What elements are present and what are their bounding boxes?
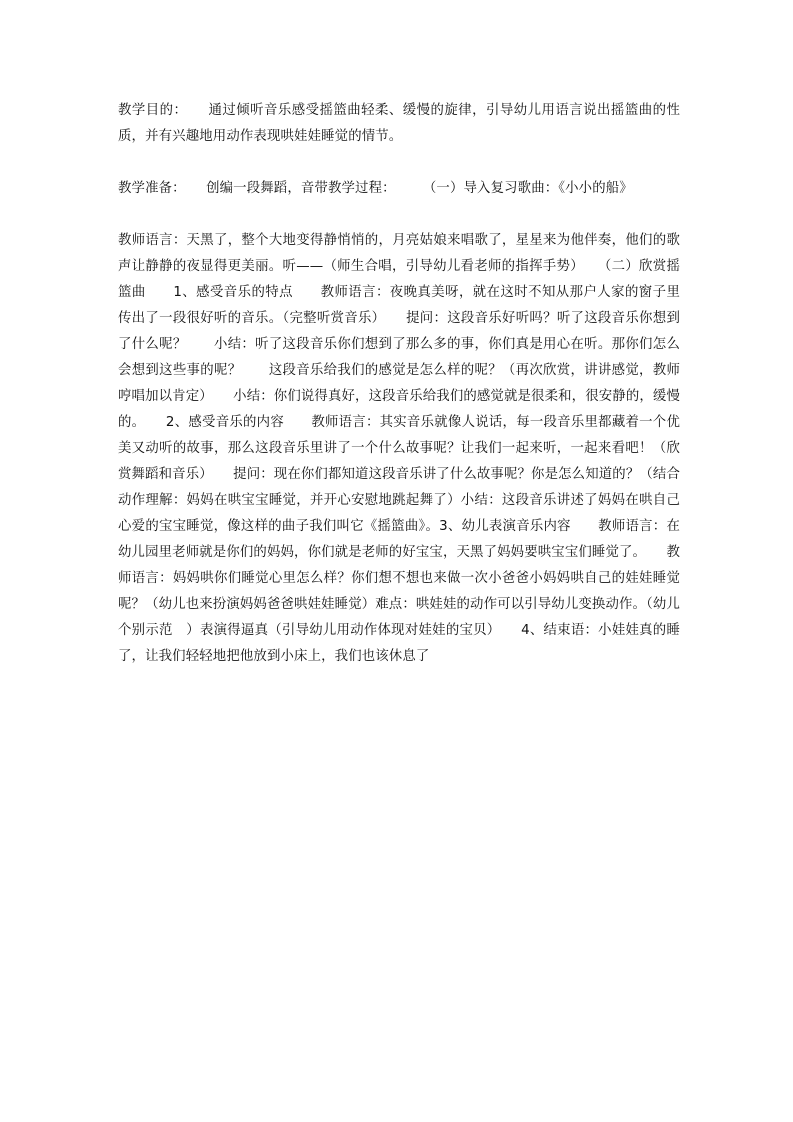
teaching-preparation-paragraph: 教学准备： 创编一段舞蹈，音带教学过程： （一）导入复习歌曲：《小小的船》	[118, 181, 633, 196]
paragraph-spacer	[118, 150, 680, 176]
teaching-objective-paragraph: 教学目的： 通过倾听音乐感受摇篮曲轻柔、缓慢的旋律，引导幼儿用语言说出摇篮曲的性质，并有兴趣地用动作表现哄娃娃睡觉的情节。	[118, 103, 680, 144]
document-body	[118, 98, 680, 670]
teaching-process-paragraph: 教师语言：天黑了，整个大地变得静悄悄的，月亮姑娘来唱歌了，星星来为他伴奏，他们的歌声让静静的夜显得更美丽。听——（师生合唱，引导幼儿看老师的指挥手势） （二）欣赏摇篮曲 1、感受音乐的特点 教师语言：夜晚真美呀，就在这时不知从那户人家的窗子里传出了一段很好听的音乐。（完整听赏音乐） 提问：这段音乐好听吗？听了这段音乐你想到了什么呢？ 小结：听了这段音乐你们想到了那么多的事，你们真是用心在听。那你们怎么会想到这些事的呢？ 这段音乐给我们的感觉是怎么样的呢？（再次欣赏，讲讲感觉，教师哼唱加以肯定） 小结：你们说得真好，这段音乐给我们的感觉就是很柔和，很安静的，缓慢的。 2、感受音乐的内容 教师语言：其实音乐就像人说话，每一段音乐里都藏着一个优美又动听的故事，那么这段音乐里讲了一个什么故事呢？让我们一起来听，一起来看吧！（欣赏舞蹈和音乐） 提问：现在你们都知道这段音乐讲了什么故事呢？你是怎么知道的？（结合动作理解：妈妈在哄宝宝睡觉，并开心安慰地跳起舞了）小结：这段音乐讲述了妈妈在哄自己心爱的宝宝睡觉，像这样的曲子我们叫它《摇篮曲》。3、幼儿表演音乐内容 教师语言：在幼儿园里老师就是你们的妈妈，你们就是老师的好宝宝，天黑了妈妈要哄宝宝们睡觉了。 教师语言：妈妈哄你们睡觉心里怎么样？你们想不想也来做一次小爸爸小妈妈哄自己的娃娃睡觉呢？（幼儿也来扮演妈妈爸爸哄娃娃睡觉）难点：哄娃娃的动作可以引导幼儿变换动作。（幼儿个别示范 ）表演得逼真（引导幼儿用动作体现对娃娃的宝贝） 4、结束语：小娃娃真的睡了，让我们轻轻地把他放到小床上，我们也该休息了	[118, 233, 681, 664]
paragraph-spacer	[118, 202, 680, 228]
